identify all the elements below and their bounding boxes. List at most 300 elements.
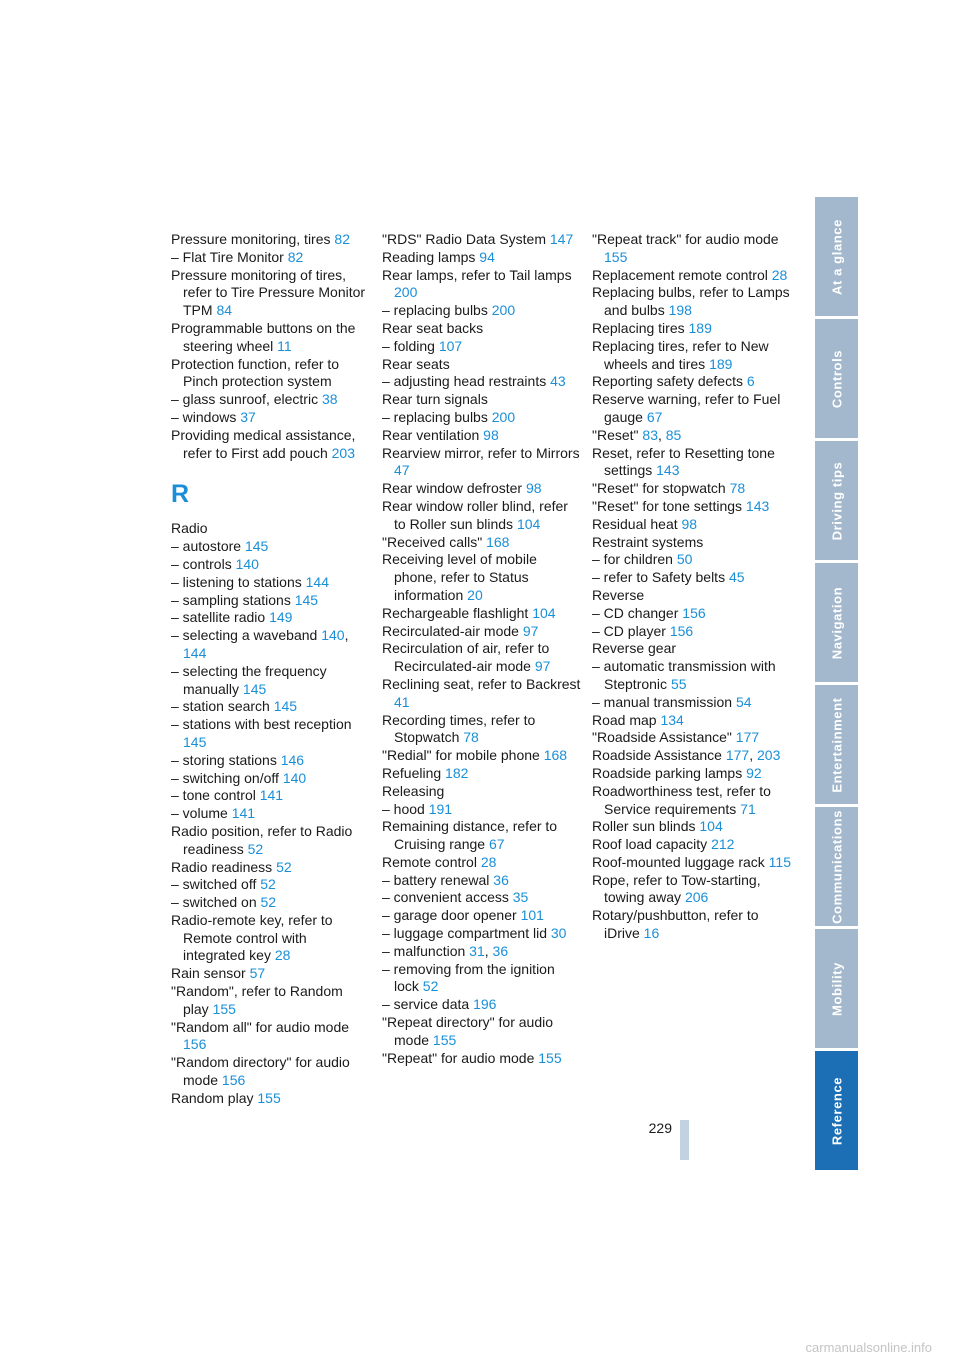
index-entry-text: Remaining distance, refer to Cruising range: [382, 818, 558, 853]
page-reference-link[interactable]: 41: [394, 693, 410, 710]
page-reference-link[interactable]: 177: [735, 729, 760, 746]
index-entry: [171, 609, 371, 627]
index-entry-text: – manual transmission: [592, 693, 736, 710]
index-entry-text: Reporting safety defects: [592, 373, 747, 390]
page-reference-link[interactable]: 140: [321, 627, 345, 644]
index-entry-text: Replacement remote control: [592, 266, 772, 283]
page-separator: ,: [749, 747, 757, 764]
index-entry-text: Programmable buttons on the steering wheel: [171, 319, 356, 354]
tab-entertainment[interactable]: [815, 685, 858, 804]
page-reference-link[interactable]: 155: [257, 1089, 281, 1106]
index-entry-text: – malfunction: [382, 942, 470, 959]
page-reference-link[interactable]: 11: [277, 337, 292, 354]
index-entry-text: Receiving level of mobile phone, refer to Status information: [382, 551, 537, 603]
index-entry: [382, 498, 582, 534]
index-entry: [592, 729, 792, 747]
index-entry: [171, 805, 371, 823]
tab-communications[interactable]: [815, 807, 858, 926]
page-reference-link[interactable]: 20: [467, 586, 483, 603]
page-reference-link[interactable]: 71: [740, 800, 756, 817]
index-entry: [592, 534, 792, 552]
index-entry-text: Rain sensor: [171, 965, 250, 982]
page-reference-link[interactable]: 177: [725, 747, 750, 764]
index-entry-text: – battery renewal: [382, 871, 494, 888]
index-entry: [171, 716, 371, 752]
index-entry: [171, 249, 371, 267]
index-entry: [171, 876, 371, 894]
index-entry: [382, 1014, 582, 1050]
index-entry: [382, 480, 582, 498]
tab-label: Reference: [829, 1076, 844, 1145]
index-entry-text: Road map: [592, 711, 661, 728]
index-entry-text: Radio-remote key, refer to Remote control with integrated key: [171, 911, 333, 964]
index-entry-text: – satellite radio: [171, 609, 270, 626]
index-entry-text: – convenient access: [382, 889, 513, 906]
page-reference-link[interactable]: 98: [525, 480, 542, 497]
index-entry-text: "Random", refer to Random play: [171, 983, 343, 1017]
index-entry: [382, 961, 582, 997]
index-entry-text: Roadworthiness test, refer to Service requirements: [592, 782, 771, 817]
tab-label: Communications: [829, 809, 844, 924]
index-entry-text: Recirculated-air mode: [382, 622, 523, 639]
index-entry: [171, 894, 371, 912]
index-entry: [592, 231, 792, 267]
index-entry: [382, 373, 582, 391]
tab-at-a-glance[interactable]: [815, 197, 858, 316]
index-entry: [382, 801, 582, 819]
page-reference-link[interactable]: 206: [684, 889, 709, 906]
index-entry-text: – storing stations: [171, 751, 281, 768]
tab-reference[interactable]: [815, 1051, 858, 1170]
index-entry-text: Rope, refer to Tow-starting, towing away: [592, 871, 761, 906]
index-entry: [382, 676, 582, 712]
index-entry: [592, 284, 792, 320]
index-entry-text: Roof load capacity: [592, 836, 712, 853]
index-entry: [171, 1019, 371, 1055]
page-reference-link[interactable]: 191: [428, 800, 453, 817]
page-reference-link[interactable]: 140: [282, 769, 307, 786]
index-entry: [171, 787, 371, 805]
index-entry: [382, 907, 582, 925]
index-entry: [171, 770, 371, 788]
index-entry: [171, 983, 371, 1019]
index-entry: [171, 592, 371, 610]
index-entry: [382, 551, 582, 604]
page-reference-link[interactable]: 189: [688, 319, 712, 336]
page-reference-link[interactable]: 203: [757, 747, 781, 764]
page-reference-link[interactable]: 37: [240, 408, 256, 425]
index-entry-text: Pressure monitoring, tires: [171, 231, 335, 247]
page-reference-link[interactable]: 35: [512, 889, 529, 906]
page-reference-link[interactable]: 200: [491, 302, 516, 319]
index-entry-text: – switched off: [171, 876, 261, 893]
index-entry: [592, 427, 792, 445]
index-entry: [382, 391, 582, 409]
page-reference-link[interactable]: 45: [728, 569, 745, 586]
index-entry: [382, 409, 582, 427]
page-separator: ,: [484, 942, 493, 959]
index-entry: [592, 872, 792, 908]
index-entry: [592, 854, 792, 872]
index-entry: [171, 1090, 371, 1108]
index-entry: [382, 943, 582, 961]
index-entry-text: Remote control: [382, 853, 481, 870]
page-reference-link[interactable]: 155: [432, 1031, 457, 1048]
index-entry: [382, 249, 582, 267]
page-reference-link[interactable]: 82: [287, 248, 304, 265]
index-entry-text: "Reset": [592, 426, 643, 443]
page-reference-link[interactable]: 36: [492, 942, 509, 959]
page-reference-link[interactable]: 189: [709, 355, 733, 372]
index-entry-text: Radio readiness: [171, 858, 277, 875]
index-entry-text: – garage door opener: [382, 907, 521, 924]
page-reference-link[interactable]: 28: [274, 947, 291, 964]
page-reference-link[interactable]: 182: [445, 764, 469, 781]
index-entry-text: Reserve warning, refer to Fuel gauge: [592, 391, 781, 425]
index-entry: [382, 320, 582, 338]
index-entry-text: – replacing bulbs: [382, 302, 492, 319]
index-entry-text: Rear lamps, refer to Tail lamps: [382, 266, 572, 283]
index-entry-text: – tone control: [171, 787, 260, 804]
page-number: 229: [648, 1120, 672, 1136]
page-reference-link[interactable]: 82: [334, 231, 350, 247]
index-entry: [382, 427, 582, 445]
index-entry: [171, 574, 371, 592]
page-reference-link[interactable]: 145: [183, 733, 207, 750]
page-separator: ,: [344, 627, 349, 644]
page-reference-link[interactable]: 104: [699, 818, 723, 835]
page-reference-link[interactable]: 55: [670, 675, 687, 692]
index-entry-text: Replacing tires, refer to New wheels and tires: [592, 337, 769, 372]
index-entry-text: – adjusting head restraints: [382, 373, 551, 390]
page-reference-link[interactable]: 200: [394, 284, 418, 301]
page-reference-link[interactable]: 141: [259, 787, 284, 804]
index-entry-text: Roadside parking lamps: [592, 764, 747, 781]
page-reference-link[interactable]: 198: [668, 302, 692, 319]
page-reference-link[interactable]: 54: [735, 693, 752, 710]
index-entry: [171, 231, 371, 249]
index-entry-text: – stations with best reception: [171, 716, 352, 733]
page-reference-link[interactable]: 67: [488, 836, 505, 853]
index-entry-text: Rear turn signals: [382, 391, 488, 408]
index-entry-text: Reclining seat, refer to Backrest: [382, 675, 581, 692]
index-entry: [171, 520, 371, 538]
index-entry-text: – replacing bulbs: [382, 408, 492, 425]
index-entry-text: Rear ventilation: [382, 426, 484, 443]
page-number-bar: [680, 1120, 689, 1160]
index-entry: [592, 907, 792, 943]
index-entry-text: Recirculation of air, refer to Recirculated-air mode: [382, 640, 550, 675]
page-reference-link[interactable]: 83: [642, 426, 658, 443]
index-entry-text: Restraint systems: [592, 533, 704, 550]
index-entry: [171, 538, 371, 556]
index-entry: [382, 783, 582, 801]
index-entry: [382, 712, 582, 748]
page-reference-link[interactable]: 52: [247, 840, 264, 857]
index-entry-text: Reading lamps: [382, 248, 480, 265]
index-entry: [592, 480, 792, 498]
page-reference-link[interactable]: 85: [665, 426, 682, 443]
index-entry-text: Reverse: [592, 586, 645, 603]
tab-mobility[interactable]: [815, 929, 858, 1048]
page-reference-link[interactable]: 31: [469, 942, 485, 959]
index-entry: [382, 338, 582, 356]
index-entry: [382, 765, 582, 783]
tab-label: Controls: [829, 349, 844, 408]
page-reference-link[interactable]: 50: [676, 551, 693, 568]
index-entry: [592, 658, 792, 694]
page-reference-link[interactable]: 97: [522, 622, 539, 639]
index-entry: [592, 569, 792, 587]
index-entry-text: Roof-mounted luggage rack: [592, 853, 769, 870]
page-reference-link[interactable]: 144: [305, 573, 329, 590]
page-reference-link[interactable]: 145: [294, 591, 319, 608]
index-entry-text: – volume: [171, 805, 232, 822]
page-reference-link[interactable]: 155: [604, 248, 628, 265]
index-entry-text: – autostore: [171, 538, 245, 555]
page-reference-link[interactable]: 145: [244, 538, 269, 555]
page-reference-link[interactable]: 141: [231, 805, 256, 822]
index-entry: [592, 747, 792, 765]
page-reference-link[interactable]: 52: [260, 876, 276, 893]
index-entry-text: Replacing tires: [592, 319, 689, 336]
index-entry: [592, 498, 792, 516]
page-reference-link[interactable]: 156: [183, 1036, 207, 1053]
page-reference-link[interactable]: 144: [183, 644, 207, 661]
index-entry-text: "Repeat" for audio mode: [382, 1049, 539, 1066]
index-column-3: [592, 231, 792, 943]
index-entry-text: – for children: [592, 551, 677, 568]
index-entry-text: Rechargeable flashlight: [382, 604, 533, 621]
index-entry: [171, 391, 371, 409]
index-entry-text: Providing medical assistance, refer to First add pouch: [171, 426, 356, 461]
page-reference-link[interactable]: 155: [538, 1049, 562, 1066]
page-reference-link[interactable]: 156: [682, 604, 706, 621]
index-entry: [592, 338, 792, 374]
index-entry: [171, 1054, 371, 1090]
index-entry-text: Rear window defroster: [382, 480, 526, 497]
index-entry-text: "Redial" for mobile phone: [382, 747, 544, 764]
tab-controls[interactable]: [815, 319, 858, 438]
page-reference-link[interactable]: 84: [216, 302, 233, 319]
index-entry-text: – sampling stations: [171, 591, 295, 608]
index-entry-text: "Random all" for audio mode: [171, 1018, 350, 1035]
tab-driving-tips[interactable]: [815, 441, 858, 560]
index-entry: [171, 698, 371, 716]
index-entry-text: Rear seats: [382, 355, 450, 372]
index-entry: [592, 765, 792, 783]
index-entry-text: Rearview mirror, refer to Mirrors: [382, 444, 580, 461]
index-entry: [382, 302, 582, 320]
index-entry-text: – switched on: [171, 894, 261, 911]
page-separator: ,: [657, 426, 666, 443]
index-entry: [592, 320, 792, 338]
page-reference-link[interactable]: 140: [235, 555, 259, 572]
index-entry: [592, 391, 792, 427]
page-reference-link[interactable]: 78: [463, 729, 479, 746]
page-reference-link[interactable]: 43: [550, 373, 566, 390]
page-reference-link[interactable]: 156: [221, 1072, 246, 1089]
page-reference-link[interactable]: 104: [516, 515, 541, 532]
index-entry-text: Roadside Assistance: [592, 747, 726, 764]
index-entry-text: "Received calls": [382, 533, 487, 550]
index-entry: [382, 747, 582, 765]
index-entry-text: – CD player: [592, 622, 670, 639]
index-entry-text: Pressure monitoring of tires, refer to Tire Pressure Monitor TPM: [171, 266, 366, 319]
page-reference-link[interactable]: 6: [746, 373, 755, 390]
page-reference-link[interactable]: 28: [480, 853, 497, 870]
index-entry: [382, 925, 582, 943]
index-entry: [171, 356, 371, 392]
page-reference-link[interactable]: 115: [768, 853, 791, 870]
index-entry-text: Radio position, refer to Radio readiness: [171, 822, 353, 857]
index-entry: [171, 320, 371, 356]
page-reference-link[interactable]: 134: [660, 711, 684, 728]
index-entry: [382, 231, 582, 249]
page-reference-link[interactable]: 156: [669, 622, 694, 639]
index-entry: [171, 823, 371, 859]
page-reference-link[interactable]: 30: [550, 925, 567, 942]
index-entry-text: Recording times, refer to Stopwatch: [382, 711, 536, 746]
index-entry: [382, 872, 582, 890]
index-entry-text: Radio: [171, 520, 208, 537]
index-entry: [171, 409, 371, 427]
tab-label: At a glance: [829, 218, 844, 295]
index-entry-text: Protection function, refer to Pinch protection system: [171, 355, 340, 390]
index-entry-text: "Roadside Assistance": [592, 729, 736, 746]
index-entry-text: – controls: [171, 555, 236, 572]
index-entry-text: Refueling: [382, 764, 446, 781]
index-entry: [171, 752, 371, 770]
index-entry: [592, 640, 792, 658]
index-entry-text: – hood: [382, 800, 429, 817]
page-reference-link[interactable]: 143: [656, 462, 680, 479]
index-entry: [171, 427, 371, 463]
index-entry: [592, 267, 792, 285]
index-entry: [171, 663, 371, 699]
index-entry: [592, 783, 792, 819]
page-reference-link[interactable]: 212: [711, 836, 735, 853]
page-reference-link[interactable]: 200: [491, 408, 516, 425]
index-entry: [171, 556, 371, 574]
index-entry: [592, 516, 792, 534]
page-reference-link[interactable]: 149: [269, 609, 293, 626]
index-entry: [592, 712, 792, 730]
page-reference-link[interactable]: 97: [534, 658, 551, 675]
page-reference-link[interactable]: 57: [249, 965, 266, 982]
footer-watermark: [0, 1340, 960, 1355]
index-entry: [592, 587, 792, 605]
tab-label: Entertainment: [829, 696, 844, 793]
index-entry: [171, 859, 371, 877]
page-reference-link[interactable]: 203: [331, 444, 355, 461]
index-entry: [592, 623, 792, 641]
index-entry: [592, 818, 792, 836]
index-entry: [592, 373, 792, 391]
tab-label: Navigation: [829, 586, 844, 659]
page-reference-link[interactable]: 146: [280, 751, 305, 768]
page-reference-link[interactable]: 16: [643, 925, 660, 942]
index-entry: [382, 623, 582, 641]
index-entry-text: – windows: [171, 408, 241, 425]
index-entry-text: – folding: [382, 337, 439, 354]
index-entry-text: – glass sunroof, electric: [171, 391, 322, 408]
page-reference-link[interactable]: 168: [543, 747, 568, 764]
index-entry: [171, 267, 371, 320]
index-entry-text: "Reset" for stopwatch: [592, 480, 730, 497]
index-entry-text: Roller sun blinds: [592, 818, 700, 835]
page-reference-link[interactable]: 196: [473, 996, 497, 1013]
section-letter: R: [171, 480, 190, 509]
page-reference-link[interactable]: 52: [276, 858, 292, 875]
index-entry-text: "Random directory" for audio mode: [171, 1054, 350, 1089]
index-entry-text: – switching on/off: [171, 769, 283, 786]
index-entry: [592, 836, 792, 854]
index-entry-text: Rear seat backs: [382, 319, 484, 336]
index-entry-text: Rear window roller blind, refer to Roller sun blinds: [382, 497, 568, 532]
index-entry-text: Reverse gear: [592, 640, 677, 657]
index-entry: [382, 818, 582, 854]
page-reference-link[interactable]: 98: [483, 426, 499, 443]
index-entry: [171, 627, 371, 663]
page-reference-link[interactable]: 52: [260, 894, 277, 911]
index-entry: [382, 267, 582, 303]
index-entry: [171, 965, 371, 983]
tab-navigation[interactable]: [815, 563, 858, 682]
page-reference-link[interactable]: 47: [394, 462, 410, 479]
page-reference-link[interactable]: 92: [746, 764, 762, 781]
index-entry: [382, 854, 582, 872]
index-column-1: [171, 231, 371, 1108]
page-reference-link[interactable]: 101: [520, 907, 544, 924]
index-entry-text: "Repeat directory" for audio mode: [382, 1014, 554, 1048]
index-entry: [171, 912, 371, 965]
page-reference-link[interactable]: 168: [486, 533, 510, 550]
index-entry: [382, 605, 582, 623]
page-reference-link[interactable]: 52: [422, 978, 439, 995]
index-entry-text: "Reset" for tone settings: [592, 497, 746, 514]
page-reference-link[interactable]: 67: [646, 408, 663, 425]
page-reference-link[interactable]: 38: [321, 391, 338, 408]
index-column-2: [382, 231, 582, 1067]
page-reference-link[interactable]: 145: [242, 680, 267, 697]
index-entry-text: – station search: [171, 698, 274, 715]
index-entry-text: – refer to Safety belts: [592, 569, 729, 586]
page-reference-link[interactable]: 28: [771, 266, 788, 283]
page-reference-link[interactable]: 143: [745, 497, 770, 514]
index-entry-text: Residual heat: [592, 515, 682, 532]
page-reference-link[interactable]: 104: [532, 604, 556, 621]
page-reference-link[interactable]: 78: [729, 480, 746, 497]
index-entry-text: – selecting the frequency manually: [171, 662, 327, 697]
tab-label: Driving tips: [829, 461, 844, 540]
page-reference-link[interactable]: 36: [493, 871, 509, 888]
index-entry-text: – service data: [382, 996, 474, 1013]
index-entry: [592, 694, 792, 712]
page-reference-link[interactable]: 98: [681, 515, 698, 532]
page-reference-link[interactable]: 94: [479, 248, 495, 265]
page-reference-link[interactable]: 145: [273, 698, 298, 715]
index-entry-text: – removing from the ignition lock: [382, 960, 555, 995]
page-reference-link[interactable]: 155: [212, 1000, 236, 1017]
page-reference-link[interactable]: 147: [549, 231, 574, 247]
index-entry: [592, 551, 792, 569]
page-reference-link[interactable]: 107: [438, 337, 463, 354]
index-entry: [592, 605, 792, 623]
index-entry-text: Replacing bulbs, refer to Lamps and bulbs: [592, 284, 790, 319]
chapter-tabs: [815, 197, 858, 1173]
index-entry-text: Rotary/pushbutton, refer to iDrive: [592, 907, 759, 942]
